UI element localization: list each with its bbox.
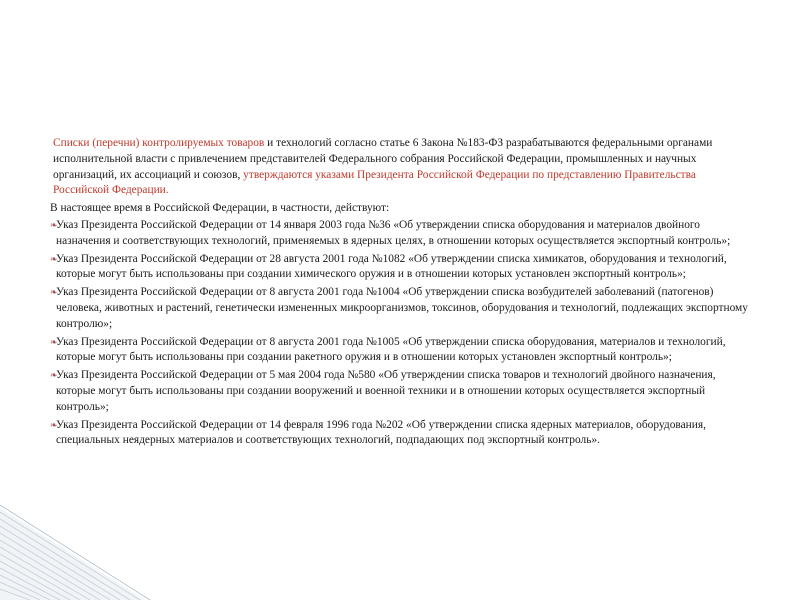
- list-item: [50, 218, 750, 250]
- intro-highlight-start: Списки (перечни) контролируемых товаров: [53, 137, 265, 149]
- bullet-icon: ❧: [50, 370, 58, 381]
- decree-text: Указ Президента Российской Федерации от 8 августа 2001 года №1004 «Об утверждении списка возбудителей заболеваний (патогенов) человека, животных и растений, генетически измененных микроорганизмов, токсинов, оборудования и технологий, подлежащих экспортному контролю»;: [56, 286, 748, 330]
- decree-text: Указ Президента Российской Федерации от 8 августа 2001 года №1005 «Об утверждении списка оборудования, материалов и технологий, которые могут быть использованы при создании ракетного оружия и в отношении которых установлен экспортный контроль»;: [56, 335, 726, 364]
- lead-line: В настоящее время в Российской Федерации, в частности, действуют:: [50, 202, 390, 215]
- list-item: [50, 335, 750, 367]
- list-item: [50, 418, 750, 450]
- bullet-icon: ❧: [50, 219, 58, 230]
- intro-paragraph: [50, 136, 750, 199]
- intro-text: и технологий согласно статье 6 Закона №183-ФЗ разрабатываются федеральными органами исполнительной власти с привлечением представителей Федерального собрания Российской Федерации, промышленных и научных организаций, их ассоциаций и союзов,: [53, 137, 713, 181]
- decree-text: Указ Президента Российской Федерации от 28 августа 2001 года №1082 «Об утверждении списка химикатов, оборудования и технологий, которые могут быть использованы при создании химического оружия и в отношении которых установлен экспортный контроль»;: [56, 252, 727, 281]
- list-item: [50, 252, 750, 284]
- decree-text: Указ Президента Российской Федерации от 14 января 2003 года №36 «Об утверждении списка оборудования и материалов двойного назначения и соответствующих технологий, применяемых в ядерных целях, в отношении которых осуществляется экспортный контроль»;: [56, 218, 731, 247]
- decree-text: Указ Президента Российской Федерации от 14 февраля 1996 года №202 «Об утверждении списка ядерных материалов, оборудования, специальных неядерных материалов и соответствующих технологий, подпадающих под экспортный контроль».: [56, 418, 706, 447]
- intro-highlight-end: утверждаются указами Президента Российской Федерации по представлению Правительства Российской Федерации.: [53, 168, 696, 197]
- decree-text: Указ Президента Российской Федерации от 5 мая 2004 года №580 «Об утверждении списка товаров и технологий двойного назначения, которые могут быть использованы при создании вооружений и военной техники и в отношении которых осуществляется экспортный контроль»;: [56, 369, 716, 413]
- bullet-icon: ❧: [50, 336, 58, 347]
- list-item: [50, 368, 750, 415]
- bullet-icon: ❧: [50, 287, 58, 298]
- list-item: [50, 285, 750, 332]
- slide-body: [50, 136, 750, 451]
- bullet-icon: ❧: [50, 253, 58, 264]
- bullet-icon: ❧: [50, 419, 58, 430]
